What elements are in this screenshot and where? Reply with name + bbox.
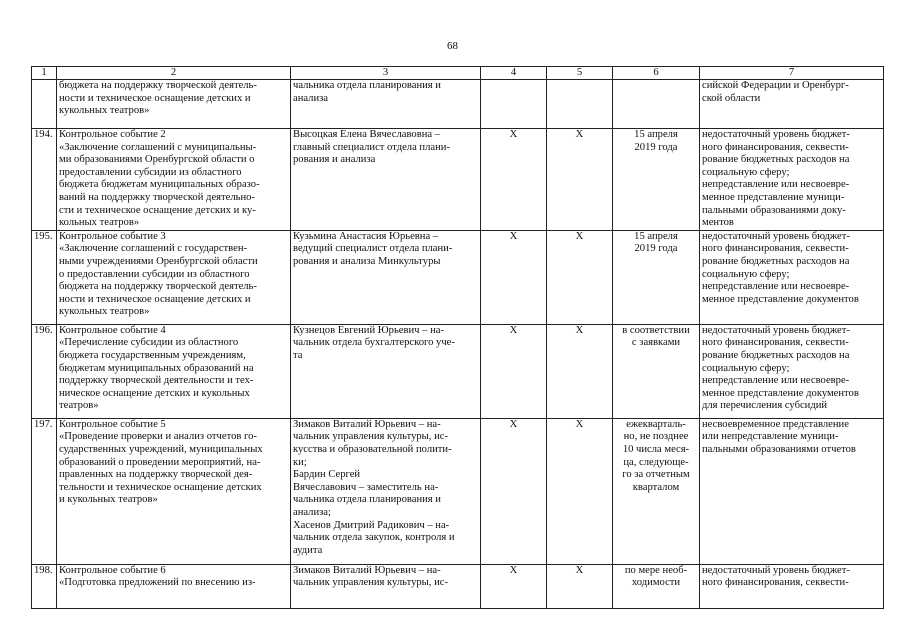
responsible-cell xyxy=(291,129,481,231)
mark-cell-5: X xyxy=(547,564,613,608)
cell-line: ежекварталь- xyxy=(626,418,686,430)
cell-line: бюджетам муниципальных образований на xyxy=(59,362,254,374)
cell-line: Кузнецов Евгений Юрьевич – на- xyxy=(293,324,444,336)
row-number-cell: 194. xyxy=(32,129,57,231)
cell-line: бюджета государственным учреждениям, xyxy=(59,349,246,361)
cell-line: 15 апреля xyxy=(634,129,678,140)
mark-cell-5 xyxy=(547,80,613,129)
cell-line: недостаточный уровень бюджет- xyxy=(702,324,850,336)
cell-line: кольных театров» xyxy=(59,217,140,229)
cell-line: менное представление муници- xyxy=(702,191,845,203)
cell-line: ного финансирования, секвести- xyxy=(702,141,849,153)
cell-line: для перечисления субсидий xyxy=(702,400,828,412)
risks-cell xyxy=(700,230,884,324)
cell-line: чальник управления культуры, ис- xyxy=(293,577,448,589)
cell-line: ническое оснащение детских и кукольных xyxy=(59,387,250,399)
cell-line: анализа; xyxy=(293,506,331,518)
mark-cell-4: X xyxy=(481,324,547,418)
cell-line: сударственных учреждений, муниципальных xyxy=(59,443,263,455)
cell-line: но, не позднее xyxy=(623,431,689,443)
mark-cell-4: X xyxy=(481,230,547,324)
event-cell xyxy=(57,324,291,418)
row-number-cell: 196. xyxy=(32,324,57,418)
cell-line: ки; xyxy=(293,456,307,468)
table-row xyxy=(32,80,884,129)
cell-line: пальными образованиями отчетов xyxy=(702,443,856,455)
cell-line: сийской Федерации и Оренбург- xyxy=(702,80,849,91)
mark-cell-5: X xyxy=(547,129,613,231)
cell-line: предоставлении субсидии из областного xyxy=(59,166,242,178)
deadline-cell xyxy=(613,230,700,324)
cell-line: анализа xyxy=(293,92,329,104)
responsible-cell xyxy=(291,230,481,324)
event-cell xyxy=(57,230,291,324)
cell-line: менное представление документов xyxy=(702,293,859,305)
cell-line: несвоевременное представление xyxy=(702,418,849,430)
cell-line: образований о проведении мероприятий, на- xyxy=(59,456,261,468)
event-cell xyxy=(57,80,291,129)
mark-cell-4: X xyxy=(481,129,547,231)
cell-line: «Заключение соглашений с муниципальны- xyxy=(59,141,257,153)
row-number-cell: 197. xyxy=(32,418,57,564)
responsible-cell xyxy=(291,564,481,608)
cell-line: поддержку творческой деятельности и тех- xyxy=(59,375,254,387)
header-cell: 5 xyxy=(547,67,613,80)
header-cell: 3 xyxy=(291,67,481,80)
event-cell xyxy=(57,129,291,231)
cell-line: рование бюджетных расходов на xyxy=(702,154,850,166)
cell-line: кукольных театров» xyxy=(59,306,150,318)
cell-line: о предоставлении субсидии из областного xyxy=(59,268,250,280)
cell-line: ного финансирования, секвести- xyxy=(702,577,849,589)
cell-line: недостаточный уровень бюджет- xyxy=(702,230,850,242)
header-cell: 2 xyxy=(57,67,291,80)
event-cell xyxy=(57,418,291,564)
deadline-cell xyxy=(613,324,700,418)
cell-line: ходимости xyxy=(631,577,681,589)
deadline-cell xyxy=(613,80,700,129)
deadline-cell xyxy=(613,418,700,564)
cell-line: бюджета на поддержку творческой деятель- xyxy=(59,281,257,293)
cell-line: Кузьмина Анастасия Юрьевна – xyxy=(293,230,439,242)
cell-line: ного финансирования, секвести- xyxy=(702,337,849,349)
risks-cell xyxy=(700,564,884,608)
cell-line: непредставление или несвоевре- xyxy=(702,179,850,191)
cell-line: с заявками xyxy=(631,337,681,349)
header-cell: 7 xyxy=(700,67,884,80)
cell-line: ности и техническое оснащение детских и xyxy=(59,293,251,305)
cell-line: пальными образованиями доку- xyxy=(702,204,846,216)
mark-cell-4: X xyxy=(481,564,547,608)
cell-line: 2019 года xyxy=(634,141,678,153)
mark-cell-5: X xyxy=(547,324,613,418)
cell-line: по мере необ- xyxy=(624,564,688,576)
cell-line: ца, следующе- xyxy=(623,456,689,468)
cell-line: Контрольное событие 5 xyxy=(59,418,166,430)
table-row xyxy=(32,324,884,418)
table-row xyxy=(32,230,884,324)
cell-line: чальника отдела планирования и xyxy=(293,494,441,506)
cell-line: го за отчетным xyxy=(622,469,690,481)
event-cell xyxy=(57,564,291,608)
control-events-table xyxy=(31,66,884,609)
table-row xyxy=(32,129,884,231)
cell-line: ми образованиями Оренбургской области о xyxy=(59,154,255,166)
cell-line: кварталом xyxy=(632,481,680,493)
cell-line: Высоцкая Елена Вячеславовна – xyxy=(293,129,441,140)
cell-line: менное представление документов xyxy=(702,387,859,399)
page-number: 68 xyxy=(447,40,458,52)
cell-line: «Заключение соглашений с государствен- xyxy=(59,243,248,255)
row-number-cell xyxy=(32,80,57,129)
row-number-cell: 195. xyxy=(32,230,57,324)
responsible-cell xyxy=(291,80,481,129)
header-cell: 1 xyxy=(32,67,57,80)
cell-line: социальную сферу; xyxy=(702,268,790,280)
cell-line: Контрольное событие 4 xyxy=(59,324,166,336)
cell-line: в соответствии xyxy=(622,324,690,336)
header-row xyxy=(32,67,884,80)
cell-line: ведущий специалист отдела плани- xyxy=(293,243,453,255)
deadline-cell xyxy=(613,129,700,231)
cell-line: рование бюджетных расходов на xyxy=(702,255,850,267)
cell-line: Зимаков Виталий Юрьевич – на- xyxy=(293,418,441,430)
table-row xyxy=(32,418,884,564)
cell-line: социальную сферу; xyxy=(702,362,790,374)
cell-line: Зимаков Виталий Юрьевич – на- xyxy=(293,564,441,576)
cell-line: Контрольное событие 3 xyxy=(59,230,166,242)
cell-line: аудита xyxy=(293,544,323,556)
cell-line: Бардин Сергей xyxy=(293,469,361,481)
cell-line: Хасенов Дмитрий Радикович – на- xyxy=(293,519,450,531)
cell-line: ного финансирования, секвести- xyxy=(702,243,849,255)
cell-line: непредставление или несвоевре- xyxy=(702,375,850,387)
risks-cell xyxy=(700,80,884,129)
cell-line: та xyxy=(293,349,303,361)
cell-line: ными учреждениями Оренбургской области xyxy=(59,255,258,267)
responsible-cell xyxy=(291,418,481,564)
cell-line: правленных на поддержку творческой дея- xyxy=(59,469,253,481)
cell-line: Контрольное событие 6 xyxy=(59,564,166,576)
risks-cell xyxy=(700,129,884,231)
mark-cell-5: X xyxy=(547,418,613,564)
responsible-cell xyxy=(291,324,481,418)
header-cell: 4 xyxy=(481,67,547,80)
cell-line: кусства и образовательной полити- xyxy=(293,443,452,455)
cell-line: сти и техническое оснащение детских и ку- xyxy=(59,204,256,216)
cell-line: рования и анализа Минкультуры xyxy=(293,255,441,267)
cell-line: 10 числа меся- xyxy=(622,443,690,455)
cell-line: театров» xyxy=(59,400,99,412)
mark-cell-5: X xyxy=(547,230,613,324)
cell-line: 2019 года xyxy=(634,243,678,255)
cell-line: ментов xyxy=(702,217,734,229)
row-number-cell: 198. xyxy=(32,564,57,608)
cell-line: бюджета на поддержку творческой деятель- xyxy=(59,80,257,91)
cell-line: «Подготовка предложений по внесению из- xyxy=(59,577,256,589)
mark-cell-4: X xyxy=(481,418,547,564)
cell-line: социальную сферу; xyxy=(702,166,790,178)
cell-line: тельности и техническое оснащение детских xyxy=(59,481,262,493)
deadline-cell xyxy=(613,564,700,608)
cell-line: Вячеславович – заместитель на- xyxy=(293,481,439,493)
cell-line: Контрольное событие 2 xyxy=(59,129,166,140)
cell-line: непредставление или несвоевре- xyxy=(702,281,850,293)
risks-cell xyxy=(700,418,884,564)
cell-line: «Проведение проверки и анализ отчетов го- xyxy=(59,431,257,443)
cell-line: или непредставление муници- xyxy=(702,431,839,443)
cell-line: недостаточный уровень бюджет- xyxy=(702,564,850,576)
cell-line: ской области xyxy=(702,92,761,104)
cell-line: 15 апреля xyxy=(634,230,678,242)
cell-line: чальник управления культуры, ис- xyxy=(293,431,448,443)
cell-line: чальника отдела планирования и xyxy=(293,80,441,91)
cell-line: ваний на поддержку творческой деятельно- xyxy=(59,191,255,203)
cell-line: кукольных театров» xyxy=(59,105,150,117)
cell-line: «Перечисление субсидии из областного xyxy=(59,337,239,349)
cell-line: и кукольных театров» xyxy=(59,494,158,506)
cell-line: рование бюджетных расходов на xyxy=(702,349,850,361)
cell-line: главный специалист отдела плани- xyxy=(293,141,450,153)
cell-line: рования и анализа xyxy=(293,154,376,166)
cell-line: недостаточный уровень бюджет- xyxy=(702,129,850,140)
cell-line: бюджета бюджетам муниципальных образо- xyxy=(59,179,260,191)
mark-cell-4 xyxy=(481,80,547,129)
header-cell: 6 xyxy=(613,67,700,80)
cell-line: чальник отдела бухгалтерского уче- xyxy=(293,337,455,349)
cell-line: ности и техническое оснащение детских и xyxy=(59,92,251,104)
risks-cell xyxy=(700,324,884,418)
cell-line: чальник отдела закупок, контроля и xyxy=(293,532,455,544)
table-row xyxy=(32,564,884,608)
